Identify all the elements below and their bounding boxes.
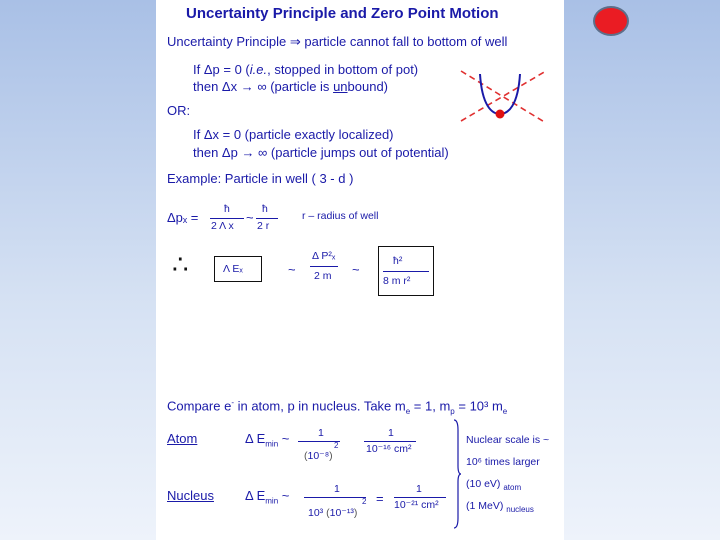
energy-box-right bbox=[378, 246, 434, 296]
side-note-1: Nuclear scale is ~ bbox=[466, 434, 550, 446]
atom-exp1: 2 bbox=[334, 441, 339, 450]
side-note-4b: nucleus bbox=[506, 505, 534, 515]
or-label: OR: bbox=[167, 103, 191, 118]
atom-lhs-text: Δ E bbox=[245, 431, 266, 446]
atom-lhs-sub: min bbox=[265, 439, 279, 449]
case1-line1 bbox=[193, 62, 418, 77]
case1-text-a: If Δp = 0 ( bbox=[193, 62, 250, 77]
atom-n2: 1 bbox=[388, 427, 394, 439]
atom-d2: 10⁻¹⁶ cm² bbox=[366, 443, 412, 455]
case2-line1: If Δx = 0 (particle exactly localized) bbox=[193, 127, 394, 142]
nucleus-d1a: 10³ bbox=[308, 507, 324, 519]
nucleus-label bbox=[167, 488, 214, 503]
nucleus-d2: 10⁻²¹ cm² bbox=[394, 499, 439, 511]
energy-box1-text: Λ Eₓ bbox=[223, 263, 243, 275]
dpx-sim: ~ bbox=[246, 210, 254, 225]
nucleus-lhs bbox=[245, 488, 289, 506]
energy-f-den: 2 m bbox=[314, 270, 332, 282]
dpx-f2-bar bbox=[256, 218, 278, 219]
electron-sup: - bbox=[231, 398, 234, 407]
case1-text-c: , stopped in bottom of pot) bbox=[267, 62, 419, 77]
dpx-f2-num: ħ bbox=[262, 203, 268, 215]
me-sub-2: e bbox=[502, 406, 508, 416]
energy-sim2: ~ bbox=[352, 262, 360, 277]
brace-path bbox=[454, 420, 461, 528]
side-note-3a: (10 eV) bbox=[466, 478, 501, 490]
case1-un: un bbox=[333, 79, 348, 94]
nucleus-d1: 10³ (10⁻¹³) bbox=[308, 507, 358, 519]
atom-sim: ~ bbox=[281, 431, 290, 446]
mp-sub: p bbox=[450, 406, 455, 416]
right-brace bbox=[452, 418, 462, 530]
dpx-lhs: Δpₓ = bbox=[167, 210, 199, 225]
atom-f2-bar bbox=[364, 441, 416, 442]
case2-line2: then Δp → ∞ (particle jumps out of potential) bbox=[193, 145, 449, 160]
side-note-4a: (1 MeV) bbox=[466, 500, 504, 512]
energy-box2-den: 8 m r² bbox=[383, 275, 411, 287]
atom-d1-text: 10⁻⁸ bbox=[307, 450, 330, 462]
slide-title: Uncertainty Principle and Zero Point Motion bbox=[186, 5, 499, 22]
atom-label-text: Atom bbox=[167, 431, 198, 446]
intro-line bbox=[167, 34, 507, 49]
compare-a: Compare e bbox=[167, 398, 232, 414]
particle-dot bbox=[496, 110, 505, 119]
potential-well-diagram bbox=[456, 66, 552, 126]
example-line: Example: Particle in well ( 3 - d ) bbox=[167, 171, 354, 186]
me-sub: e bbox=[405, 406, 411, 416]
nucleus-lhs-sub: min bbox=[265, 496, 279, 506]
compare-c: = 1, m bbox=[410, 398, 451, 414]
nucleus-f1-bar bbox=[304, 497, 366, 498]
case1-line2-c: bound) bbox=[347, 79, 389, 94]
energy-box2-bar bbox=[383, 271, 429, 272]
energy-box-left bbox=[214, 256, 262, 282]
side-note-2: 10⁶ times larger bbox=[466, 456, 540, 468]
intro-rest: particle cannot fall to bottom of well bbox=[304, 34, 508, 49]
energy-f-num: Δ P²ₓ bbox=[312, 250, 336, 262]
atom-label bbox=[167, 431, 197, 446]
case1-line2-a: then Δx → ∞ (particle is bbox=[193, 79, 334, 94]
implies-arrow: ⇒ bbox=[289, 34, 301, 49]
atom-d1: (10⁻⁸) bbox=[304, 450, 333, 462]
nucleus-n1: 1 bbox=[334, 483, 340, 495]
nucleus-n2: 1 bbox=[416, 483, 422, 495]
slide bbox=[156, 0, 564, 540]
nucleus-lhs-text: Δ E bbox=[245, 488, 266, 503]
nucleus-exp1: 2 bbox=[362, 497, 367, 506]
side-note-3b: atom bbox=[503, 483, 522, 493]
dpx-f1-num: ħ bbox=[224, 203, 230, 215]
atom-lhs bbox=[245, 431, 289, 449]
nucleus-label-text: Nucleus bbox=[167, 488, 214, 503]
energy-f-bar bbox=[310, 266, 338, 267]
intro-text: Uncertainty Principle bbox=[167, 34, 287, 49]
compare-line bbox=[167, 395, 507, 419]
nucleus-eq: = bbox=[376, 491, 384, 506]
therefore-symbol: ∴ bbox=[172, 249, 189, 279]
atom-n1: 1 bbox=[318, 427, 324, 439]
side-note-4 bbox=[466, 500, 534, 514]
nav-button[interactable] bbox=[593, 6, 629, 36]
energy-box2-num: ħ² bbox=[393, 255, 403, 267]
nucleus-sim: ~ bbox=[281, 488, 290, 503]
nucleus-d1b: 10⁻¹³ bbox=[329, 507, 354, 519]
compare-b: in atom, p in nucleus. Take m bbox=[233, 398, 406, 414]
dpx-f2-den: 2 r bbox=[257, 220, 270, 232]
nucleus-f2-bar bbox=[394, 497, 446, 498]
dpx-note: r – radius of well bbox=[302, 210, 379, 222]
dpx-f1-den: 2 Λ x bbox=[211, 220, 234, 232]
side-note-3 bbox=[466, 478, 521, 492]
compare-d: = 10³ m bbox=[454, 398, 503, 414]
dpx-f1-bar bbox=[210, 218, 244, 219]
case1-line2 bbox=[193, 79, 388, 94]
case1-ie: i.e. bbox=[249, 62, 268, 77]
energy-sim1: ~ bbox=[288, 262, 296, 277]
